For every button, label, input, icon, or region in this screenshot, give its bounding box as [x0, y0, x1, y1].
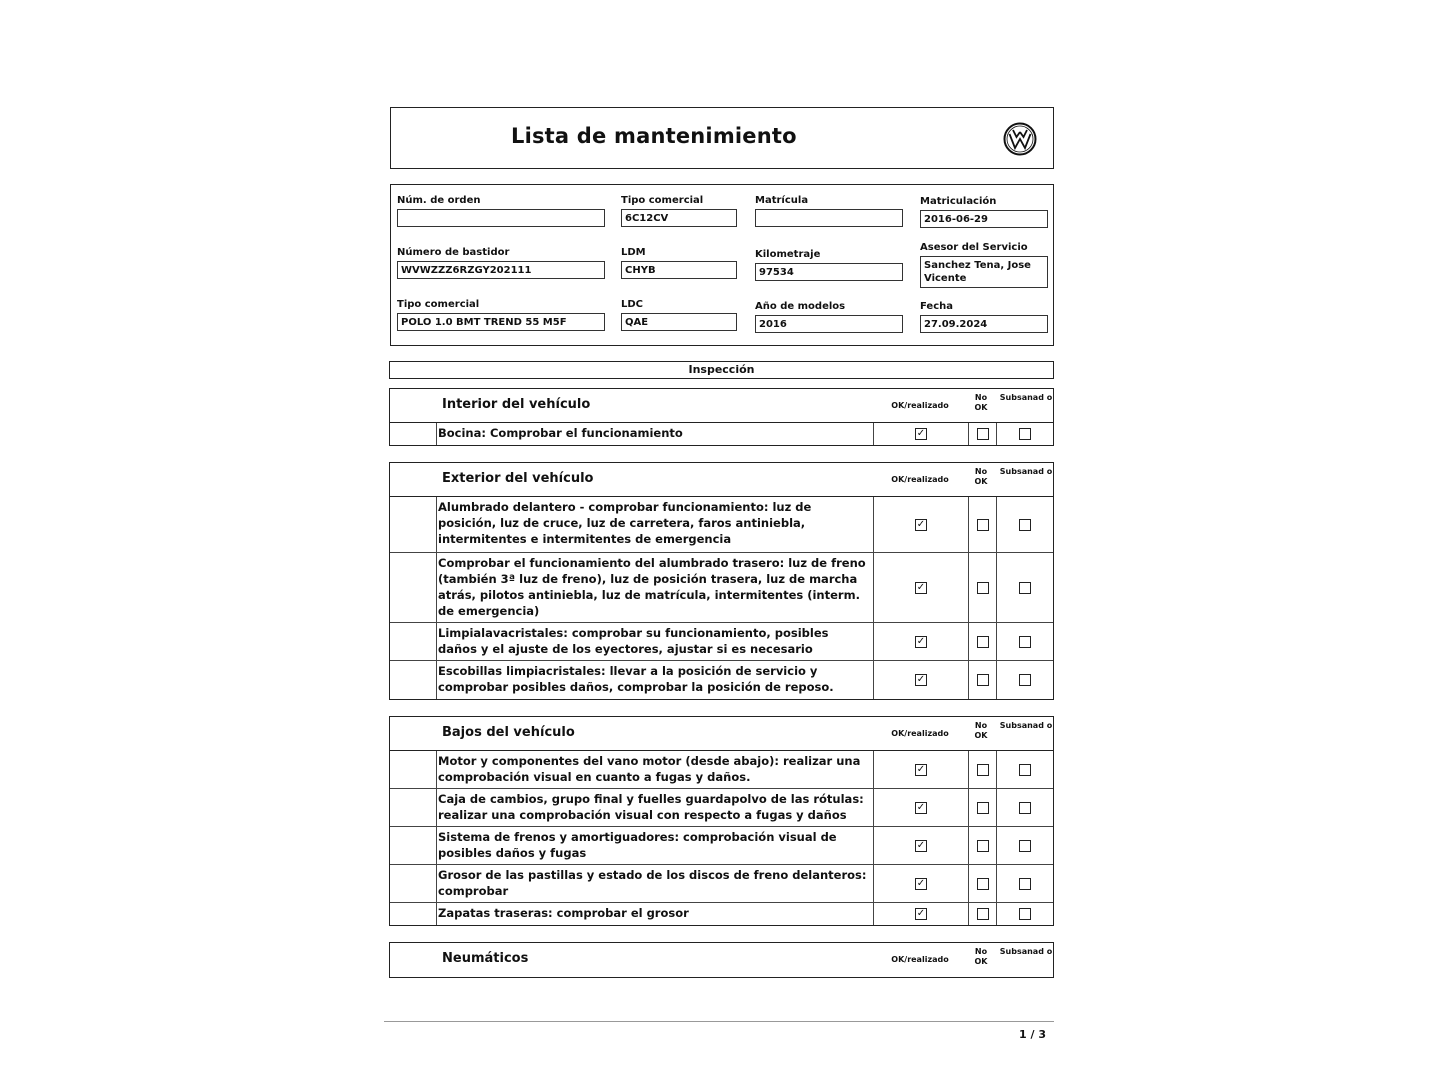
column-ok-label: OK/realizado — [891, 475, 949, 484]
field-label: Fecha — [920, 301, 954, 312]
field-label: LDM — [621, 247, 646, 258]
checkbox-sub[interactable] — [1019, 878, 1031, 890]
field-tipo-comercial-code — [621, 195, 737, 227]
field-value: 27.09.2024 — [920, 315, 1048, 333]
field-label: Kilometraje — [755, 249, 821, 260]
field-asesor — [920, 242, 1048, 288]
field-value: POLO 1.0 BMT TREND 55 M5F — [397, 313, 605, 331]
row-text: Escobillas limpiacristales: llevar a la posición de servicio y comprobar posibles daños, comprobar la posición de reposo. — [438, 664, 834, 694]
checkbox-sub[interactable] — [1019, 840, 1031, 852]
vw-logo-icon — [1003, 122, 1037, 156]
checkbox-sub[interactable] — [1019, 764, 1031, 776]
column-ok-label: OK/realizado — [891, 955, 949, 964]
row-text: Caja de cambios, grupo final y fuelles guardapolvo de las rótulas: realizar una comprobación visual con respecto a fugas y daños — [438, 792, 864, 822]
section-interior — [389, 388, 1054, 446]
page-number: 1 / 3 — [1019, 1028, 1046, 1041]
field-value — [755, 209, 903, 227]
checklist-row — [390, 623, 1053, 661]
section-title: Bajos del vehículo — [442, 725, 575, 740]
field-anio-modelos — [755, 301, 903, 333]
section-title: Neumáticos — [442, 951, 529, 966]
checkbox-sub[interactable] — [1019, 802, 1031, 814]
section-header — [390, 717, 1053, 751]
column-sub-label: Subsanad o — [999, 721, 1053, 730]
field-matriculacion — [920, 196, 1048, 228]
field-label: Asesor del Servicio — [920, 242, 1028, 253]
field-num-orden — [397, 195, 605, 227]
field-value — [397, 209, 605, 227]
checkbox-sub[interactable] — [1019, 519, 1031, 531]
checkbox-nok[interactable] — [977, 908, 989, 920]
section-header — [390, 389, 1053, 423]
field-value: 2016-06-29 — [920, 210, 1048, 228]
field-label: Año de modelos — [755, 301, 846, 312]
checkbox-ok[interactable]: ✓ — [916, 908, 926, 919]
checklist-row — [390, 827, 1053, 865]
column-nok-label: No OK — [974, 947, 988, 966]
row-text: Bocina: Comprobar el funcionamiento — [438, 426, 683, 440]
checkbox-nok[interactable] — [977, 582, 989, 594]
checkbox-sub[interactable] — [1019, 636, 1031, 648]
checkbox-ok[interactable]: ✓ — [916, 518, 926, 530]
checklist-row — [390, 423, 1053, 445]
footer-divider — [384, 1021, 1054, 1022]
field-value: QAE — [621, 313, 737, 331]
field-label: Tipo comercial — [397, 299, 480, 310]
checkbox-nok[interactable] — [977, 519, 989, 531]
field-label: Matrícula — [755, 195, 809, 206]
checkbox-sub[interactable] — [1019, 908, 1031, 920]
page-title: Lista de mantenimiento — [511, 124, 797, 148]
field-value: WVWZZZ6RZGY202111 — [397, 261, 605, 279]
checkbox-ok[interactable]: ✓ — [916, 674, 926, 685]
column-nok-label: No OK — [974, 393, 988, 412]
checklist-row — [390, 751, 1053, 789]
column-nok-label: No OK — [974, 721, 988, 740]
section-bajos — [389, 716, 1054, 926]
checkbox-nok[interactable] — [977, 428, 989, 440]
row-text: Grosor de las pastillas y estado de los discos de freno delanteros: comprobar — [438, 868, 867, 898]
row-text: Alumbrado delantero - comprobar funcionamiento: luz de posición, luz de cruce, luz de carretera, faros antiniebla, intermitentes e intermitentes de emergencia — [438, 500, 812, 546]
section-title: Exterior del vehículo — [442, 471, 594, 486]
row-text: Zapatas traseras: comprobar el grosor — [438, 906, 689, 920]
checklist-row — [390, 865, 1053, 903]
checkbox-nok[interactable] — [977, 674, 989, 686]
field-kilometraje — [755, 249, 903, 281]
row-text: Limpialavacristales: comprobar su funcionamiento, posibles daños y el ajuste de los eyectores, ajustar si es necesario — [438, 626, 829, 656]
field-bastidor — [397, 247, 605, 279]
checkbox-nok[interactable] — [977, 840, 989, 852]
section-header — [390, 463, 1053, 497]
section-exterior — [389, 462, 1054, 700]
column-nok-label: No OK — [974, 467, 988, 486]
section-title: Interior del vehículo — [442, 397, 591, 412]
field-label: LDC — [621, 299, 644, 310]
field-value: 6C12CV — [621, 209, 737, 227]
checkbox-ok[interactable]: ✓ — [916, 763, 926, 775]
checklist-row — [390, 661, 1053, 699]
checkbox-sub[interactable] — [1019, 582, 1031, 594]
checkbox-ok[interactable]: ✓ — [916, 801, 926, 813]
checkbox-nok[interactable] — [977, 764, 989, 776]
checkbox-ok[interactable]: ✓ — [916, 428, 926, 439]
field-value: 97534 — [755, 263, 903, 281]
checkbox-nok[interactable] — [977, 802, 989, 814]
column-ok-label: OK/realizado — [891, 729, 949, 738]
checkbox-ok[interactable]: ✓ — [916, 839, 926, 851]
checkbox-ok[interactable]: ✓ — [916, 635, 926, 647]
checkbox-sub[interactable] — [1019, 674, 1031, 686]
field-value: CHYB — [621, 261, 737, 279]
field-label: Tipo comercial — [621, 195, 704, 206]
checklist-row — [390, 903, 1053, 925]
field-ldc — [621, 299, 737, 331]
column-sub-label: Subsanad o — [999, 393, 1053, 402]
column-sub-label: Subsanad o — [999, 467, 1053, 476]
field-ldm — [621, 247, 737, 279]
field-tipo-comercial — [397, 299, 605, 331]
section-header — [390, 943, 1053, 977]
field-value: 2016 — [755, 315, 903, 333]
field-label: Núm. de orden — [397, 195, 481, 206]
column-ok-label: OK/realizado — [891, 401, 949, 410]
field-fecha — [920, 301, 1048, 333]
checkbox-nok[interactable] — [977, 636, 989, 648]
row-text: Motor y componentes del vano motor (desde abajo): realizar una comprobación visual en cuanto a fugas y daños. — [438, 754, 861, 784]
checklist-row — [390, 497, 1053, 553]
vehicle-info-box — [390, 184, 1054, 346]
field-matricula — [755, 195, 903, 227]
row-text: Comprobar el funcionamiento del alumbrado trasero: luz de freno (también 3ª luz de freno), luz de posición trasera, luz de marcha atrás, pilotos antiniebla, luz de matrícula, intermitentes (interm. de emergencia) — [438, 556, 866, 618]
checklist-row — [390, 553, 1053, 623]
checkbox-ok[interactable]: ✓ — [916, 877, 926, 889]
field-label: Matriculación — [920, 196, 997, 207]
checkbox-ok[interactable]: ✓ — [916, 581, 926, 593]
checkbox-nok[interactable] — [977, 878, 989, 890]
field-value: Sanchez Tena, Jose Vicente — [920, 256, 1048, 288]
column-sub-label: Subsanad o — [999, 947, 1053, 956]
title-box — [390, 107, 1054, 169]
inspeccion-header: Inspección — [389, 361, 1054, 379]
checkbox-sub[interactable] — [1019, 428, 1031, 440]
checklist-row — [390, 789, 1053, 827]
section-neumaticos — [389, 942, 1054, 978]
field-label: Número de bastidor — [397, 247, 510, 258]
row-text: Sistema de frenos y amortiguadores: comprobación visual de posibles daños y fugas — [438, 830, 837, 860]
